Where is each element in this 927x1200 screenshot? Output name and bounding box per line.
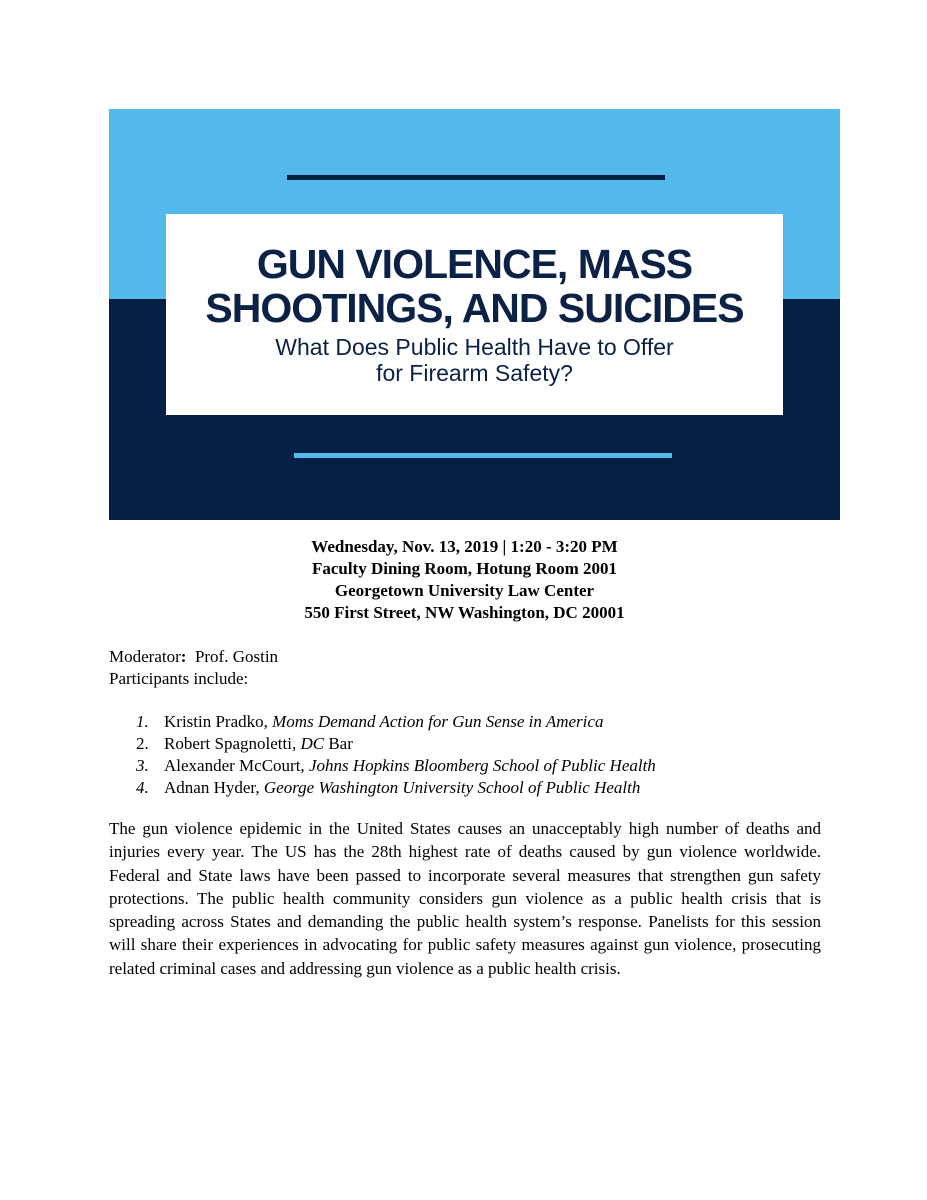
participant-org: George Washington University School of Public Health — [263, 778, 641, 797]
moderator-colon: : — [180, 647, 187, 666]
event-description: The gun violence epidemic in the United States causes an unacceptably high number of deaths and injuries every year. The US has the 28th highest rate of deaths caused by gun violence worldwide. Federal and State laws have been passed to incorporate several measures that strengthen gun safety protections. The public health community considers gun violence as a public health crisis that is spreading across States and demanding the public health system’s response. Panelists for this session will share their experiences in advocating for public safety measures against gun violence, prosecuting related criminal cases and addressing gun violence as a public health crisis. — [109, 819, 821, 978]
moderator-label: Moderator — [109, 647, 181, 666]
event-address: 550 First Street, NW Washington, DC 20001 — [304, 603, 625, 622]
event-datetime: Wednesday, Nov. 13, 2019 | 1:20 - 3:20 PM — [311, 537, 618, 556]
event-venue: Georgetown University Law Center — [334, 581, 595, 600]
participant-org: Moms Demand Action for Gun Sense in America — [272, 712, 604, 731]
participant-name: Kristin Pradko, — [164, 712, 273, 731]
participant-number: 1. — [136, 712, 149, 731]
participant-list — [109, 711, 829, 799]
participant-item — [109, 777, 829, 799]
participant-org: , DC — [291, 734, 325, 753]
participants-label: Participants include: — [109, 669, 249, 688]
event-details — [109, 536, 820, 624]
participant-item — [109, 755, 829, 777]
participant-number: 3. — [136, 756, 149, 775]
participant-name: Adnan Hyder, — [164, 778, 264, 797]
moderator-name: Prof. Gostin — [194, 647, 279, 666]
moderator-line — [109, 646, 278, 668]
participant-item — [109, 733, 829, 755]
banner-title-box — [166, 214, 783, 415]
banner-bottom-rule — [294, 453, 672, 458]
participant-org: Johns Hopkins Bloomberg School of Public Health — [308, 756, 656, 775]
participant-number: 2. — [136, 734, 149, 753]
participant-number: 4. — [136, 778, 149, 797]
banner-title: GUN VIOLENCE, MASS SHOOTINGS, AND SUICIDES — [205, 241, 744, 331]
participant-name: Alexander McCourt, — [164, 756, 309, 775]
participant-item — [109, 711, 829, 733]
participant-name: Robert Spagnoletti — [164, 734, 292, 753]
banner-subtitle: What Does Public Health Have to Offer for Firearm Safety? — [275, 334, 674, 386]
banner-top-rule — [287, 175, 665, 180]
event-banner — [109, 109, 840, 520]
event-room: Faculty Dining Room, Hotung Room 2001 — [311, 559, 618, 578]
participant-suffix: Bar — [324, 734, 353, 753]
